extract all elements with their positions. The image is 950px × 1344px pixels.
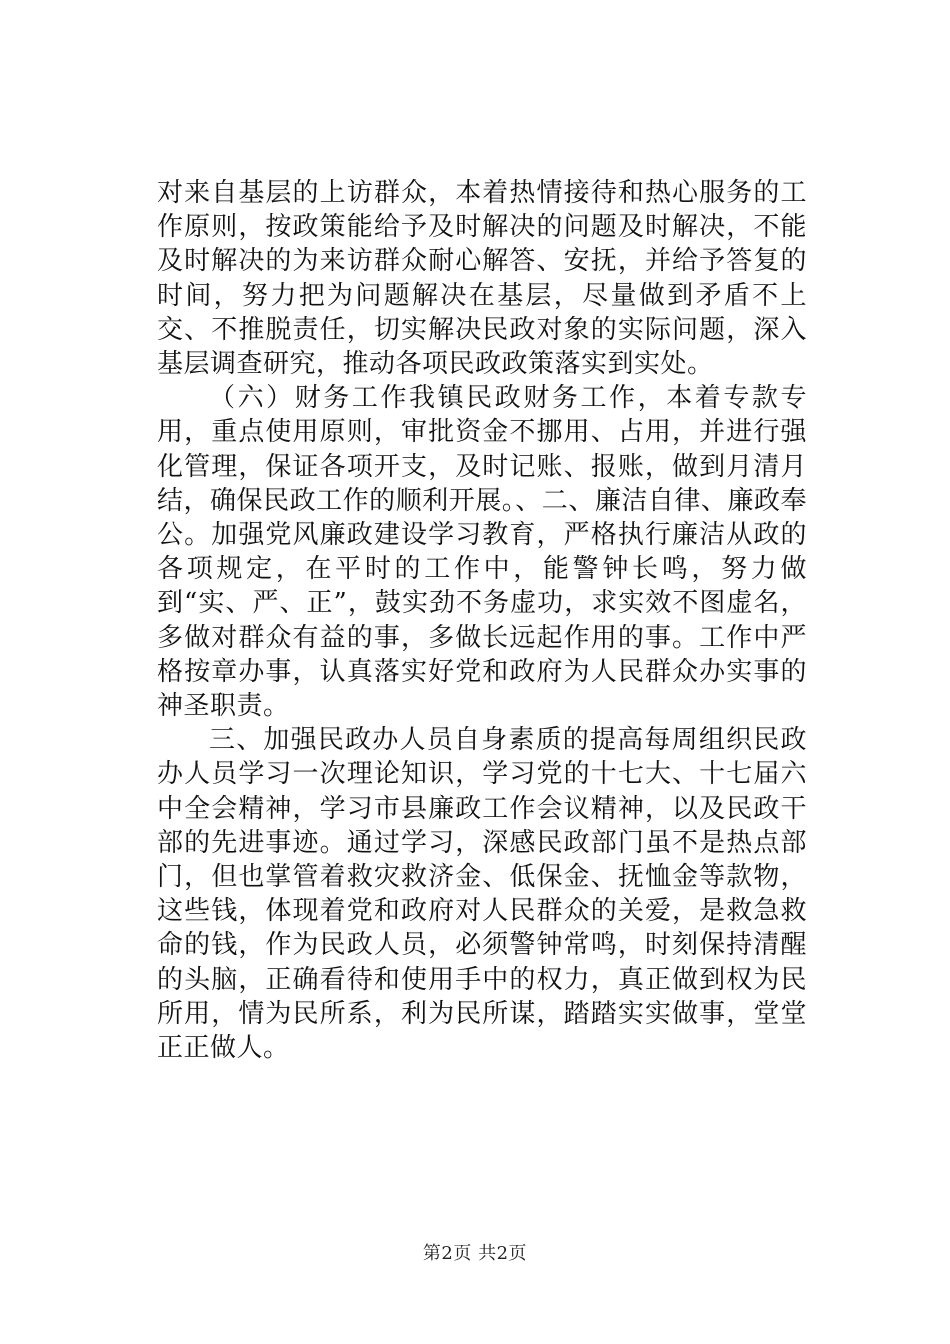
document-body (157, 176, 807, 1065)
page-number-footer: 第2页 共2页 (422, 1243, 528, 1264)
paragraph-staff-quality: 三、加强民政办人员自身素质的提高每周组织民政办人员学习一次理论知识，学习党的十七大、十七届六中全会精神，学习市县廉政工作会议精神，以及民政干部的先进事迹。通过学习，深感民政部门虽不是热点部门，但也掌管着救灾救济金、低保金、抚恤金等款物，这些钱，体现着党和政府对人民群众的关爱，是救急救命的钱，作为民政人员，必须警钟常鸣，时刻保持清醒的头脑，正确看待和使用手中的权力，真正做到权为民所用，情为民所系，利为民所谋，踏踏实实做事，堂堂正正做人。 (157, 725, 807, 1064)
paragraph-petition-work: 对来自基层的上访群众，本着热情接待和热心服务的工作原则，按政策能给予及时解决的问题及时解决，不能及时解决的为来访群众耐心解答、安抚，并给予答复的时间，努力把为问题解决在基层，尽量做到矛盾不上交、不推脱责任，切实解决民政对象的实际问题，深入基层调查研究，推动各项民政政策落实到实处。 (157, 178, 807, 380)
paragraph-finance-and-integrity: （六）财务工作我镇民政财务工作，本着专款专用，重点使用原则，审批资金不挪用、占用，并进行强化管理，保证各项开支，及时记账、报账，做到月清月结，确保民政工作的顺利开展。、二、廉洁自律、廉政奉公。加强党风廉政建设学习教育，严格执行廉洁从政的各项规定，在平时的工作中，能警钟长鸣，努力做到“实、严、正”，鼓实劲不务虚功，求实效不图虚名，多做对群众有益的事，多做长远起作用的事。工作中严格按章办事，认真落实好党和政府为人民群众办实事的神圣职责。 (157, 383, 807, 722)
